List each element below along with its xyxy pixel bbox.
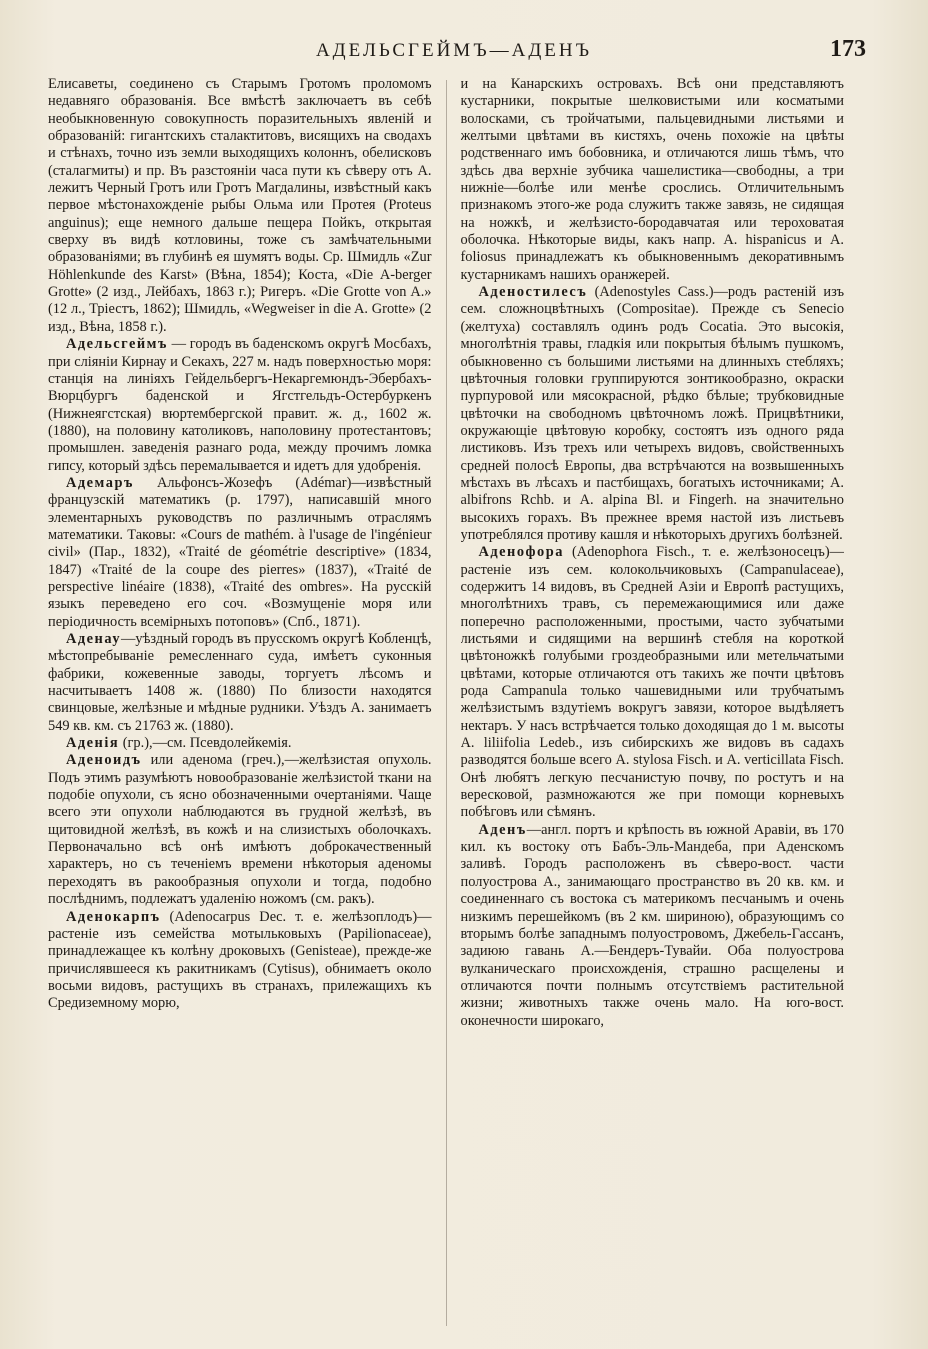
entry-body: (Adenostyles Cass.)—родъ растеній изъ сем. сложноцвѣтныхъ (Compositae). Прежде съ Senecio (желтуха) составлялъ одинъ родъ Cocatia. Это высокія, многолѣтнія травы, гладкія или покрытыя бѣлымъ пушкомъ, обыкновенно съ большими листьями на длинныхъ стебляхъ; цвѣточныя головки группируются зонтикообразно, окраски пурпуровой или мясокрасной, рѣдко бѣлые; трубковидные цвѣточки на свободномъ цвѣточномъ ложѣ. Прицвѣтники, окружающіе цвѣтовую коробку, состоятъ изъ одного ряда листиковъ. Изъ трехъ или четырехъ видовъ, свойственныхъ средней полосѣ Европы, два встрѣчаются на возвышенныхъ мѣстахъ въ лѣсахъ и пастбищахъ, богатыхъ источниками; A. albifrons Rchb. и A. alpina Bl. и Fingerh. на значительно высокихъ горахъ. Въ прежнее время настой изъ листьевъ употреблялся противу кашля и нѣкоторыхъ другихъ болѣзней. (460, 284, 845, 543)
entry-body: или аденома (греч.),—желѣзистая опухоль. Подъ этимъ разумѣютъ новообразованіе желѣзистой ткани на подобіе опухоли, съ ясно обозначенными очертаніями. Чаще всего эти опухоли наблюдаются въ грудной желѣзѣ, въ щитовидной желѣзѣ, въ кожѣ и на слизистыхъ оболочкахъ. Первоначально всѣ онѣ имѣютъ доброкачественный характеръ, но съ теченіемъ времени нѣкоторыя аденомы переходятъ въ ракообразныя опухоли и тогда, подобно послѣднимъ, подлежатъ удаленію ножомъ (см. ракъ). (48, 752, 432, 908)
entry-body: Елисаветы, соединено съ Старымъ Гротомъ проломомъ недавняго образованія. Все вмѣстѣ заключаетъ въ себѣ необыкновенную совокупность поразительныхъ явленій и образованій: гигантскихъ сталактитовъ, висящихъ на сводахъ и стѣнахъ, точно изъ земли выходящихъ колоннъ, обелисковъ (сталагмиты) и пр. Въ разстояніи часа пути къ сѣверу отъ А. лежитъ Черный Гротъ или Гротъ Магдалины, извѣстный какъ первое мѣстонахожденіе рыбы Ольма или Протея (Proteus anguinus); еще немного дальше пещера Пойкъ, открытая сверху въ видѣ котловины, тоже съ замѣчательными образованіями; въ глубинѣ ея шумятъ воды. Ср. Шмидль «Zur Höhlenkunde des Karst» (Вѣна, 1854); Коста, «Die A-berger Grotte» (2 изд., Лейбахъ, 1863 г.); Ригеръ. «Die Grotte von A.» (12 л., Тріестъ, 1862); Шмидль, «Wegweiser in die A. Grotte» (2 изд., Вѣна, 1858 г.). (48, 76, 432, 335)
headword: Аденостилесъ (478, 284, 588, 301)
entry-body: —уѣздный городъ въ прусскомъ округѣ Кобленцѣ, мѣстопребываніе ремесленнаго суда, имѣетъ суконныя фабрики, кожевенные заводы, торгуетъ лѣсомъ и насчитываетъ 1408 ж. (1880) По близости находятся свинцовые, желѣзные и мѣдные рудники. Уѣздъ А. занимаетъ 549 кв. км. съ 21763 ж. (1880). (48, 631, 432, 734)
entry-adenia (48, 735, 432, 752)
entry-adenoid (48, 752, 432, 908)
headword: Аденау (66, 631, 122, 647)
entry-adenostyles (461, 284, 845, 544)
headword: Аденофора (478, 544, 564, 561)
entry-body: Альфонсъ-Жозефъ (Adémar)—извѣстный французскій математикъ (р. 1797), написавшій много элементарныхъ руководствъ по различнымъ отраслямъ математики. Таковы: «Cours de mathém. à l'usage de l'ingénieur civil» (Пар., 1832), «Traité de géométrie descriptive» (1834, 1847) «Traité de la coupe des pierres» (1837), «Traité de perspective linéaire (1838), «Traité des ombres». На русскій языкъ переведено его соч. «Возмущеніе моря или періодичность всемірныхъ потоповъ» (Спб., 1871). (48, 474, 432, 630)
entry-adenau (48, 631, 432, 735)
column-divider (446, 80, 447, 1326)
entry-body: (Adenophora Fisch., т. е. желѣзоносецъ)—растеніе изъ сем. колокольчиковыхъ (Campanulaceae), содержитъ 14 видовъ, въ Средней Азіи и Европѣ растущихъ, многолѣтнихъ травъ, съ перемежающимися или даже поперечно расположенными, простыми, часто зубчатыми листьями и сидящими на вершинѣ стебля на короткой цвѣтоножкѣ голубыми гроздеобразными или метельчатыми цвѣтами, которые отличаются отъ такихъ же почти цвѣтовъ рода Campanula только чашевидными или трубчатымъ желѣзистымъ вздутіемъ вокругъ завязи, которое выдѣляетъ нектаръ. У насъ встрѣчается только доходящая до 1 м. высоты A. liliifolia Ledeb., изъ сибирскихъ же видовъ въ садахъ разводятся больше всего A. stylosa Fisch. и A. verticillata Fisch. Онѣ любятъ легкую песчанистую почву, по ростутъ и на вересковой, размножаются же при помощи корневыхъ побѣговъ или сѣмянъ. (460, 544, 845, 821)
entry-body: (Adenocarpus Dec. т. е. желѣзоплодъ)—растеніе изъ семейства мотыльковыхъ (Papilionaceae), принадлежащее къ колѣну дроковыхъ (Genisteae), прежде-же причислявшееся къ ракитникамъ (Cytisus), обнимаетъ около восьми видовъ, растущихъ въ странахъ, прилежащихъ къ Средиземному морю, (48, 908, 432, 1012)
entry-body: (гр.),—см. Псевдолейкемія. (119, 735, 292, 752)
entry-body: — городъ въ баденскомъ округѣ Мосбахъ, при сліяніи Кирнау и Секахъ, 227 м. надъ поверхностью моря: станція на линіяхъ Гейдельбергъ-Некаргемюндъ-Эбербахъ-Вюрцбургъ баденской и Ягстгельдъ-Остербуркенъ (Нижнеягстская) вюртембергской правит. ж. д., 1602 ж. (1880), на половину католиковъ, наполовину протестантовъ; промышлен. заведенія разнаго рода, между прочимъ ломка гипсу, который здѣсь перемалывается и идетъ для удобренія. (48, 336, 432, 474)
text-columns (48, 76, 844, 1326)
left-column (48, 76, 432, 1326)
headword: Аденоидъ (66, 752, 142, 769)
running-head: АДЕЛЬСГЕЙМЪ—АДЕНЪ (315, 40, 593, 61)
entry-ademar (48, 475, 432, 631)
entry-adelsheim (48, 336, 432, 475)
entry-adenophora (461, 544, 845, 822)
headword: Аденъ (478, 821, 527, 838)
entry-adenocarpus (48, 909, 432, 1013)
entry-body: —англ. портъ и крѣпость въ южной Аравіи, въ 170 кил. къ востоку отъ Бабъ-Эль-Мандеба, при Аденскомъ заливѣ. Городъ расположенъ въ сѣверо-вост. части полуострова А., занимающаго пространство въ 20 кв. км. и соединеннаго съ востока съ материкомъ песчанымъ и очень низкимъ перешейкомъ (въ 2 км. шириною), образующимъ со вторымъ болѣе западнымъ полуостровомъ, Джебель-Гассанъ, задиюю гавань А.—Бендеръ-Тувайи. Оба полуострова вулканическаго происхожденія, страшно расщелены и отличаются почти полнымъ отсутствіемъ растительной жизни; животныхъ также очень мало. На юго-вост. оконечности широкаго, (460, 821, 845, 1029)
entry-continuation (48, 76, 432, 336)
headword: Аденокарпъ (66, 908, 161, 925)
headword: Аденія (66, 735, 120, 752)
entry-continuation (461, 76, 845, 284)
entry-body: и на Канарскихъ островахъ. Всѣ они представляютъ кустарники, покрытые шелковистыми или косматыми волосками, съ тройчатыми, пальцевидными листьями и желтыми цвѣтами въ кистяхъ, очень похожіе на цвѣты родственнаго имъ бобовника, и отличаются лишь тѣмъ, что здѣсь два верхніе зубчика чашелистика—свободны, а три нижніе—болѣе или менѣе срослись. Отличительнымъ признакомъ этого-же рода служитъ также завязь, не сидящая на ножкѣ, и желѣзисто-бородавчатая или тероховатая оболочка. Нѣкоторые виды, какъ напр. A. hispanicus и A. foliosus принадлежатъ къ обыкновеннымъ декоративнымъ кустарникамъ нашихъ оранжерей. (460, 76, 845, 283)
right-column (461, 76, 845, 1326)
entry-aden (461, 822, 845, 1030)
headword: Адемаръ (66, 474, 134, 491)
headword: Адельсгеймъ (66, 336, 168, 353)
page-header (42, 36, 866, 70)
page-number: 173 (830, 36, 866, 62)
